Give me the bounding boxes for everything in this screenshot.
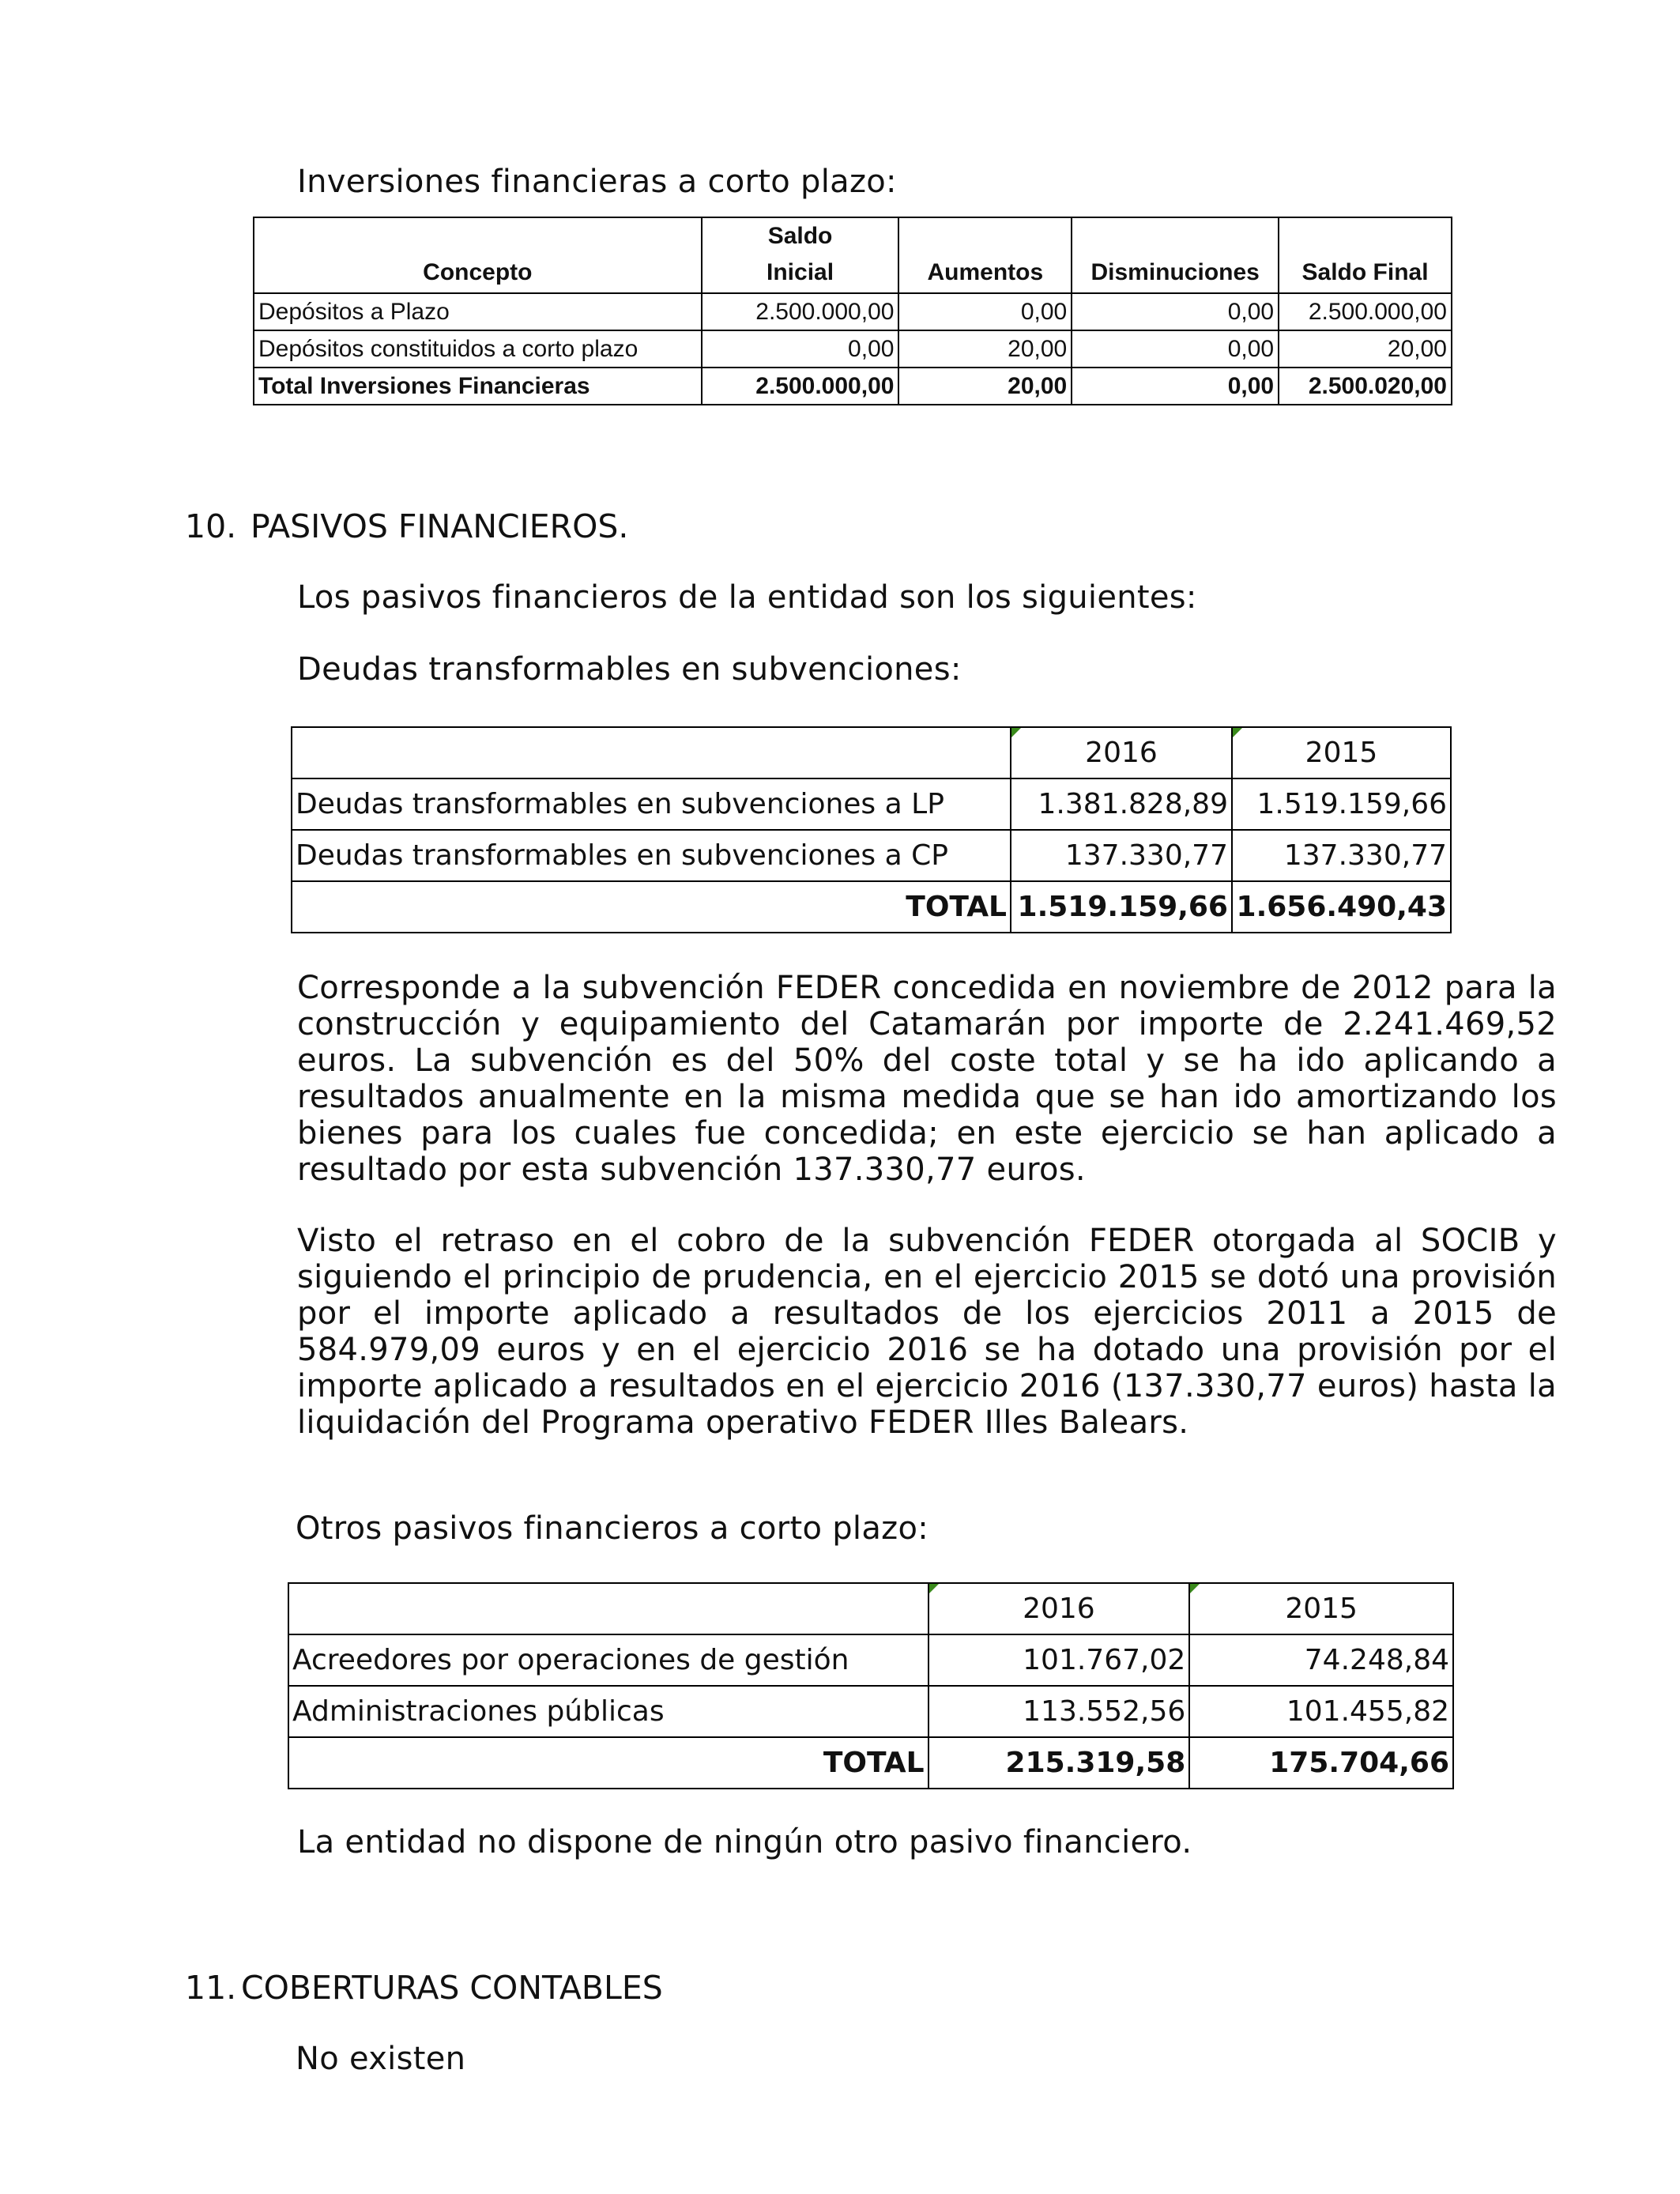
table-row	[292, 778, 1451, 830]
cell-total-saldo-final: 2.500.020,00	[1279, 368, 1452, 405]
header-empty	[292, 727, 1011, 778]
cell-total-2015: 1.656.490,43	[1232, 881, 1451, 933]
cell-total-label: TOTAL	[292, 881, 1011, 933]
cell-concepto: Acreedores por operaciones de gestión	[288, 1634, 929, 1686]
header-year-2016: 2016	[929, 1583, 1190, 1634]
p-no-existen: No existen	[296, 2041, 466, 2077]
cell-marker	[929, 1584, 939, 1593]
p-deudas-intro: Deudas transformables en subvenciones:	[297, 651, 962, 688]
table-header-row	[288, 1583, 1453, 1634]
p-feder-2: Visto el retraso en el cobro de la subvención FEDER otorgada al SOCIB y siguiendo el principio de prudencia, en el ejercicio 2015 se dotó una provisión por el importe aplicado a resultados de los ejercicios 2011 a 2015 de 584.979,09 euros y en el ejercicio 2016 se ha dotado una provisión por el importe aplicado a resultados en el ejercicio 2016 (137.330,77 euros) hasta la liquidación del Programa operativo FEDER Illes Balears.	[297, 1223, 1557, 1441]
cell-2016: 113.552,56	[929, 1686, 1190, 1737]
cell-total-label: TOTAL	[288, 1737, 929, 1789]
header-disminuciones: Disminuciones	[1072, 217, 1279, 293]
cell-total-disminuciones: 0,00	[1072, 368, 1279, 405]
cell-concepto: Deudas transformables en subvenciones a CP	[292, 830, 1011, 881]
table-deudas	[291, 726, 1452, 933]
table-otros	[288, 1582, 1454, 1789]
header-concepto: Concepto	[254, 217, 702, 293]
table-total-row	[254, 368, 1452, 405]
table-row	[254, 330, 1452, 368]
header-year-2016: 2016	[1011, 727, 1232, 778]
table-header-row	[254, 217, 1452, 293]
cell-2015: 137.330,77	[1232, 830, 1451, 881]
cell-saldo-final: 20,00	[1279, 330, 1452, 368]
header-aumentos: Aumentos	[898, 217, 1072, 293]
cell-marker	[1011, 728, 1021, 737]
cell-2016: 1.381.828,89	[1011, 778, 1232, 830]
cell-2015: 74.248,84	[1189, 1634, 1453, 1686]
header-saldo-inicial	[702, 217, 899, 293]
intro-inversiones: Inversiones financieras a corto plazo:	[297, 164, 897, 200]
cell-total-saldo-inicial: 2.500.000,00	[702, 368, 899, 405]
cell-2016: 101.767,02	[929, 1634, 1190, 1686]
p-otros-intro: Otros pasivos financieros a corto plazo:	[296, 1510, 929, 1547]
cell-saldo-final: 2.500.000,00	[1279, 293, 1452, 330]
section-number: 11.	[185, 1969, 237, 2007]
header-empty	[288, 1583, 929, 1634]
p-feder-1: Corresponde a la subvención FEDER concedida en noviembre de 2012 para la construcción y equipamiento del Catamarán por importe de 2.241.469,52 euros. La subvención es del 50% del coste total y se ha ido aplicando a resultados anualmente en la misma medida que se han ido amortizando los bienes para los cuales fue concedida; en este ejercicio se han aplicado a resultado por esta subvención 137.330,77 euros.	[297, 970, 1557, 1188]
cell-total-2016: 215.319,58	[929, 1737, 1190, 1789]
cell-marker	[1190, 1584, 1200, 1593]
p-pasivos-intro: Los pasivos financieros de la entidad son los siguientes:	[297, 579, 1197, 616]
table-total-row	[288, 1737, 1453, 1789]
table-inversiones	[253, 217, 1452, 405]
section-number: 10.	[185, 507, 237, 545]
cell-disminuciones: 0,00	[1072, 330, 1279, 368]
cell-2015: 101.455,82	[1189, 1686, 1453, 1737]
header-saldo-line2: Inicial	[767, 259, 834, 285]
cell-saldo-inicial: 2.500.000,00	[702, 293, 899, 330]
cell-disminuciones: 0,00	[1072, 293, 1279, 330]
cell-total-2016: 1.519.159,66	[1011, 881, 1232, 933]
p-no-otro: La entidad no dispone de ningún otro pasivo financiero.	[297, 1824, 1192, 1860]
table-row	[288, 1634, 1453, 1686]
section-title: COBERTURAS CONTABLES	[241, 1969, 663, 2007]
table-row	[292, 830, 1451, 881]
header-saldo-final: Saldo Final	[1279, 217, 1452, 293]
cell-saldo-inicial: 0,00	[702, 330, 899, 368]
section-10-heading	[185, 508, 628, 545]
header-saldo-line1: Saldo	[767, 223, 833, 249]
cell-concepto: Depósitos a Plazo	[254, 293, 702, 330]
table-header-row	[292, 727, 1451, 778]
cell-total-aumentos: 20,00	[898, 368, 1072, 405]
cell-2015: 1.519.159,66	[1232, 778, 1451, 830]
cell-marker	[1233, 728, 1242, 737]
table-row	[254, 293, 1452, 330]
table-row	[288, 1686, 1453, 1737]
table-total-row	[292, 881, 1451, 933]
section-title: PASIVOS FINANCIEROS.	[250, 507, 629, 545]
header-year-2015: 2015	[1232, 727, 1451, 778]
cell-total-2015: 175.704,66	[1189, 1737, 1453, 1789]
cell-aumentos: 0,00	[898, 293, 1072, 330]
cell-concepto: Deudas transformables en subvenciones a LP	[292, 778, 1011, 830]
cell-2016: 137.330,77	[1011, 830, 1232, 881]
cell-concepto: Depósitos constituidos a corto plazo	[254, 330, 702, 368]
cell-concepto: Administraciones públicas	[288, 1686, 929, 1737]
section-11-heading	[185, 1970, 663, 2006]
cell-aumentos: 20,00	[898, 330, 1072, 368]
cell-total-label: Total Inversiones Financieras	[254, 368, 702, 405]
header-year-2015: 2015	[1189, 1583, 1453, 1634]
